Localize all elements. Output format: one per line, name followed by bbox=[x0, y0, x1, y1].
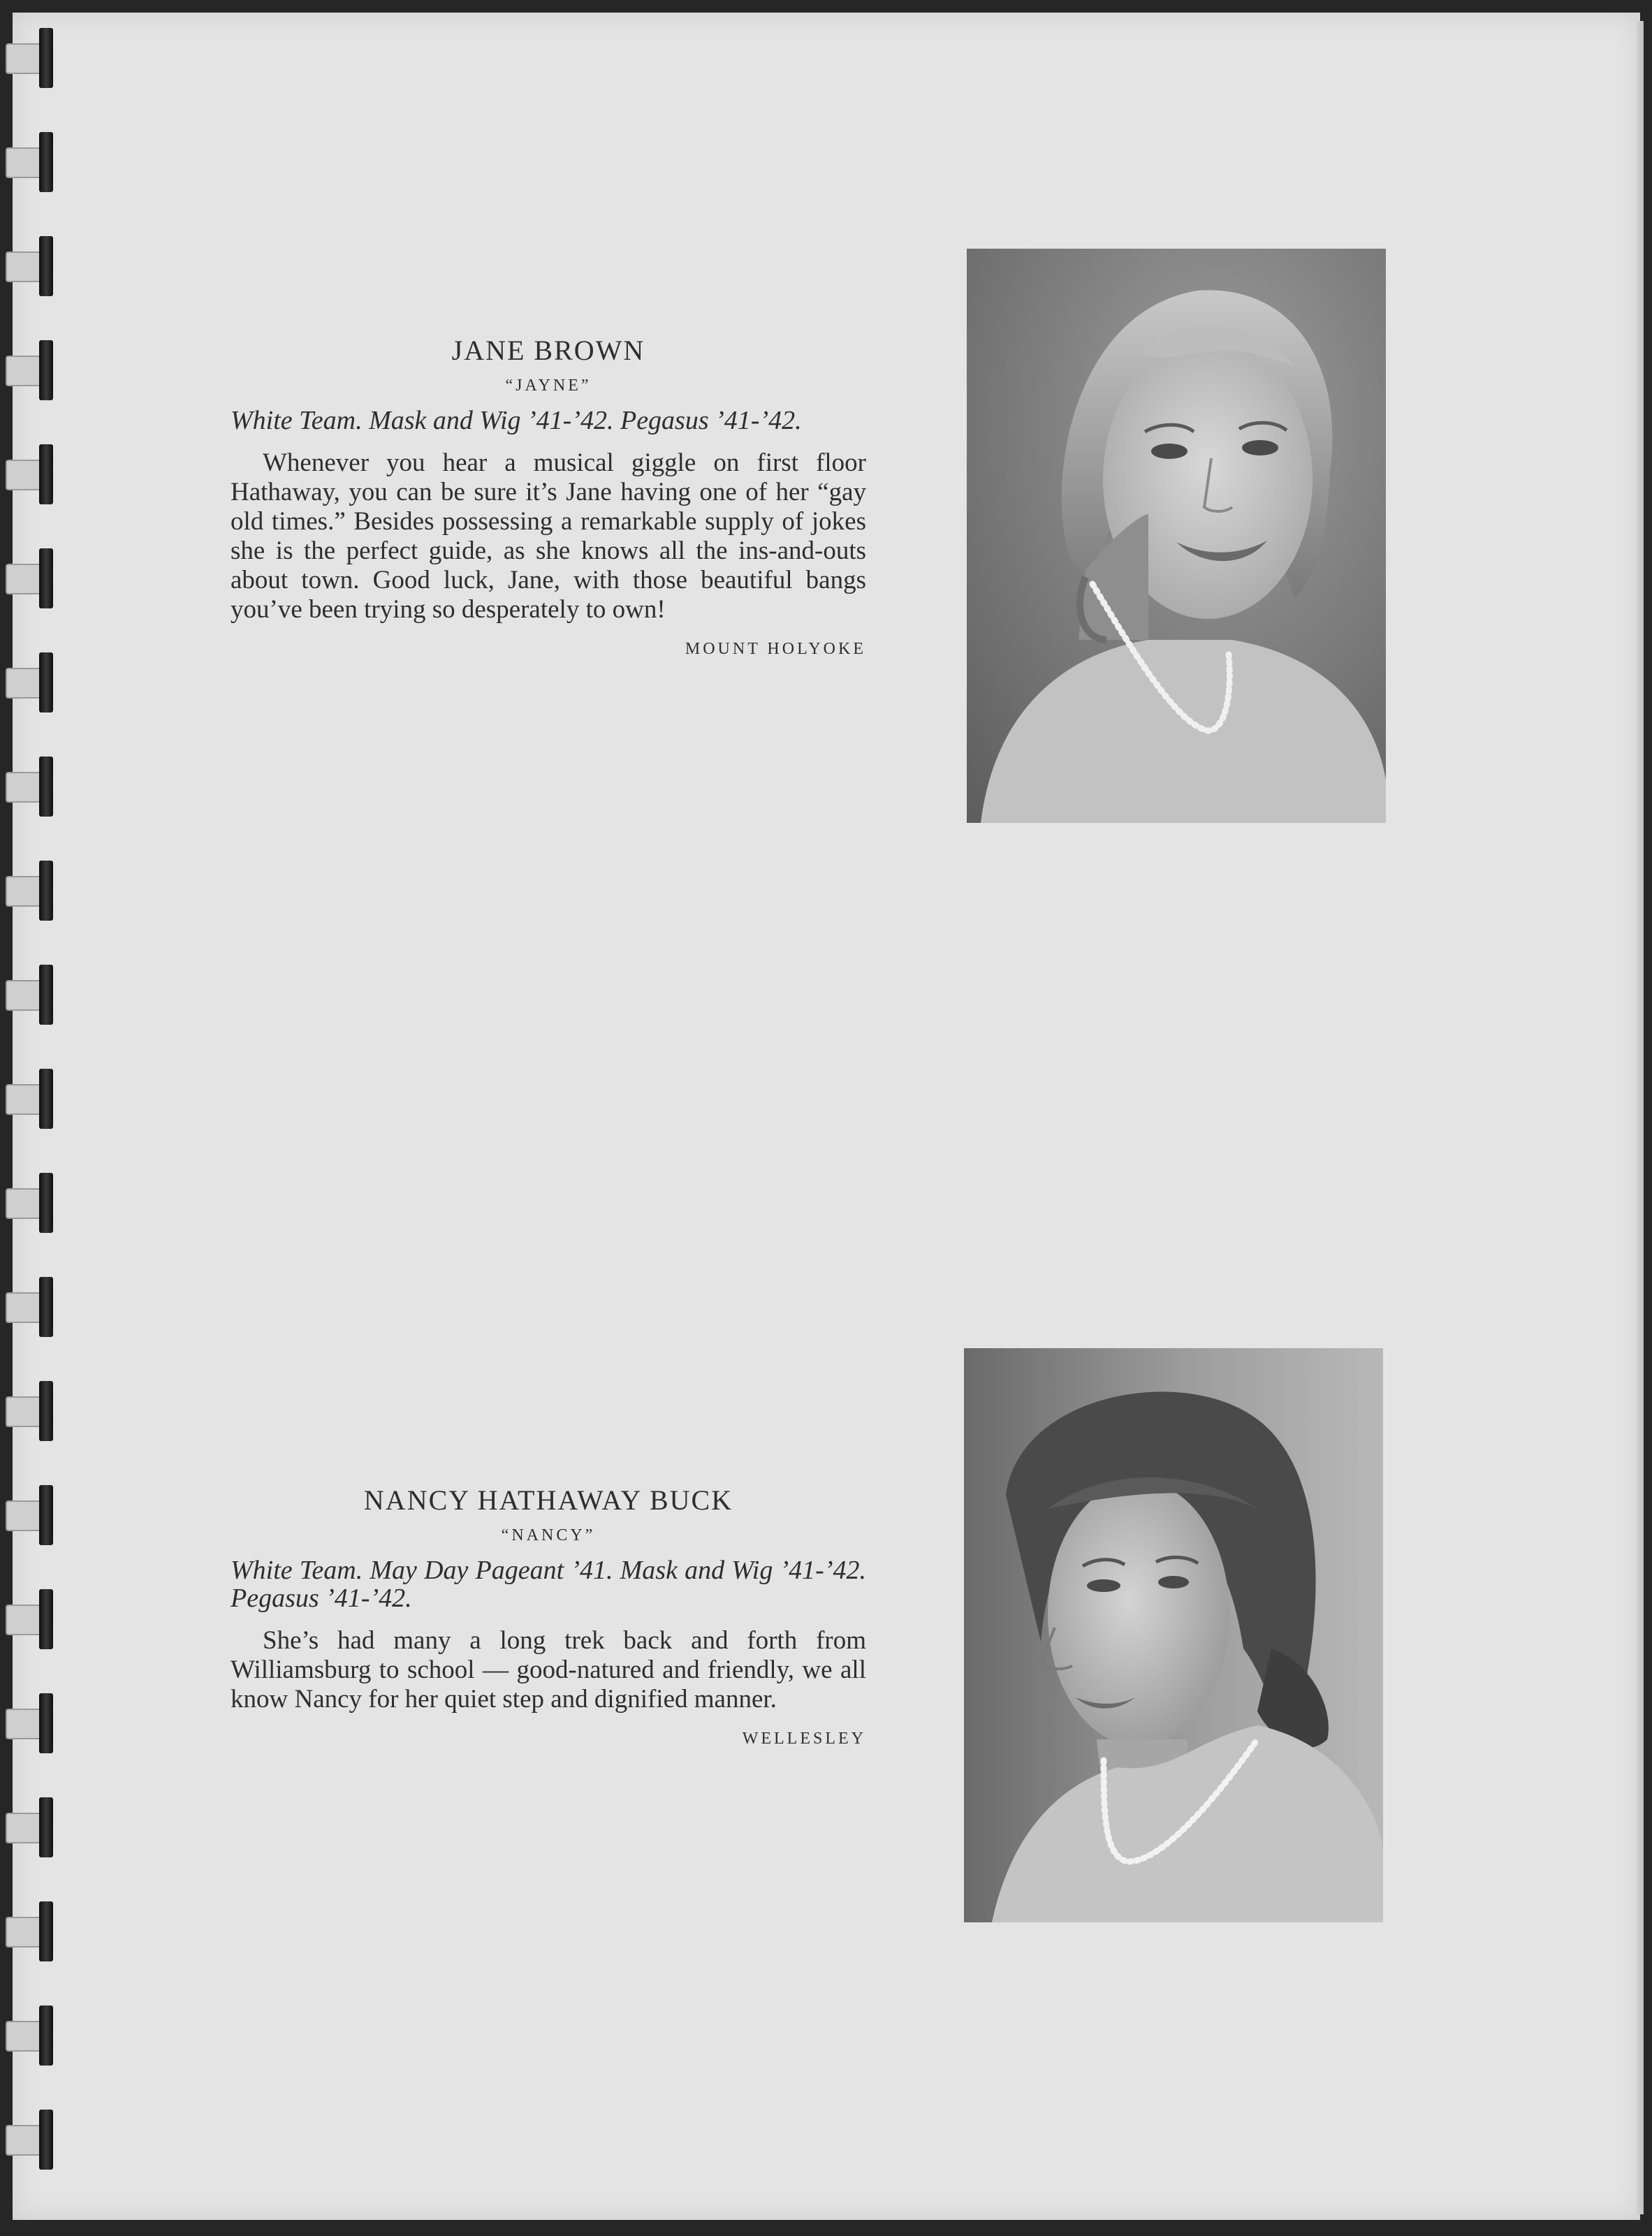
binding-ring bbox=[6, 28, 54, 88]
binding-ring bbox=[6, 1381, 54, 1441]
binding-ring bbox=[6, 652, 54, 713]
binding-ring bbox=[6, 548, 54, 608]
binding-ring bbox=[6, 1589, 54, 1649]
binding-ring bbox=[6, 1901, 54, 1961]
senior-college: WELLESLEY bbox=[742, 1730, 866, 1748]
senior-entry-nancy-hathaway-buck bbox=[231, 1484, 866, 1748]
binding-ring bbox=[6, 2005, 54, 2066]
senior-bio: She’s had many a long trek back and forth from Williamsburg to school — good-natured and friendly, we all know Nancy for her quiet step and dignified manner. bbox=[231, 1626, 866, 1713]
senior-nickname: “JAYNE” bbox=[505, 377, 592, 395]
senior-college: MOUNT HOLYOKE bbox=[685, 640, 866, 658]
senior-name: NANCY HATHAWAY BUCK bbox=[363, 1484, 733, 1516]
binding-ring bbox=[6, 340, 54, 400]
binding-ring bbox=[6, 236, 54, 296]
binding-ring bbox=[6, 1693, 54, 1753]
binding-ring bbox=[6, 1069, 54, 1129]
binding-ring bbox=[6, 1173, 54, 1233]
senior-nickname: “NANCY” bbox=[501, 1526, 596, 1544]
senior-entry-jane-brown bbox=[231, 334, 866, 659]
binding-ring bbox=[6, 132, 54, 192]
binding-ring bbox=[6, 1797, 54, 1857]
binding-ring bbox=[6, 757, 54, 817]
senior-bio: Whenever you hear a musical giggle on first floor Hathaway, you can be sure it’s Jane having one of her “gay old times.” Besides possessing a remarkable supply of jokes she is the perfect guide, as she knows all the ins-and-outs about town. Good luck, Jane, with those beautiful bangs you’ve been trying so desperately to own! bbox=[231, 448, 866, 624]
senior-name: JANE BROWN bbox=[451, 335, 645, 366]
binding-ring bbox=[6, 965, 54, 1025]
portrait-photo-jane-brown bbox=[967, 249, 1386, 823]
senior-activities: White Team. Mask and Wig ’41-’42. Pegasus ’41-’42. bbox=[231, 406, 802, 435]
spiral-binding bbox=[0, 0, 63, 2236]
binding-ring bbox=[6, 444, 54, 504]
senior-activities: White Team. May Day Pageant ’41. Mask and Wig ’41-’42. Pegasus ’41-’42. bbox=[231, 1556, 866, 1613]
binding-ring bbox=[6, 2110, 54, 2170]
sheet-edge bbox=[1637, 21, 1644, 2214]
portrait-photo-nancy-hathaway-buck bbox=[964, 1348, 1383, 1922]
binding-ring bbox=[6, 861, 54, 921]
binding-ring bbox=[6, 1277, 54, 1337]
binding-ring bbox=[6, 1485, 54, 1545]
